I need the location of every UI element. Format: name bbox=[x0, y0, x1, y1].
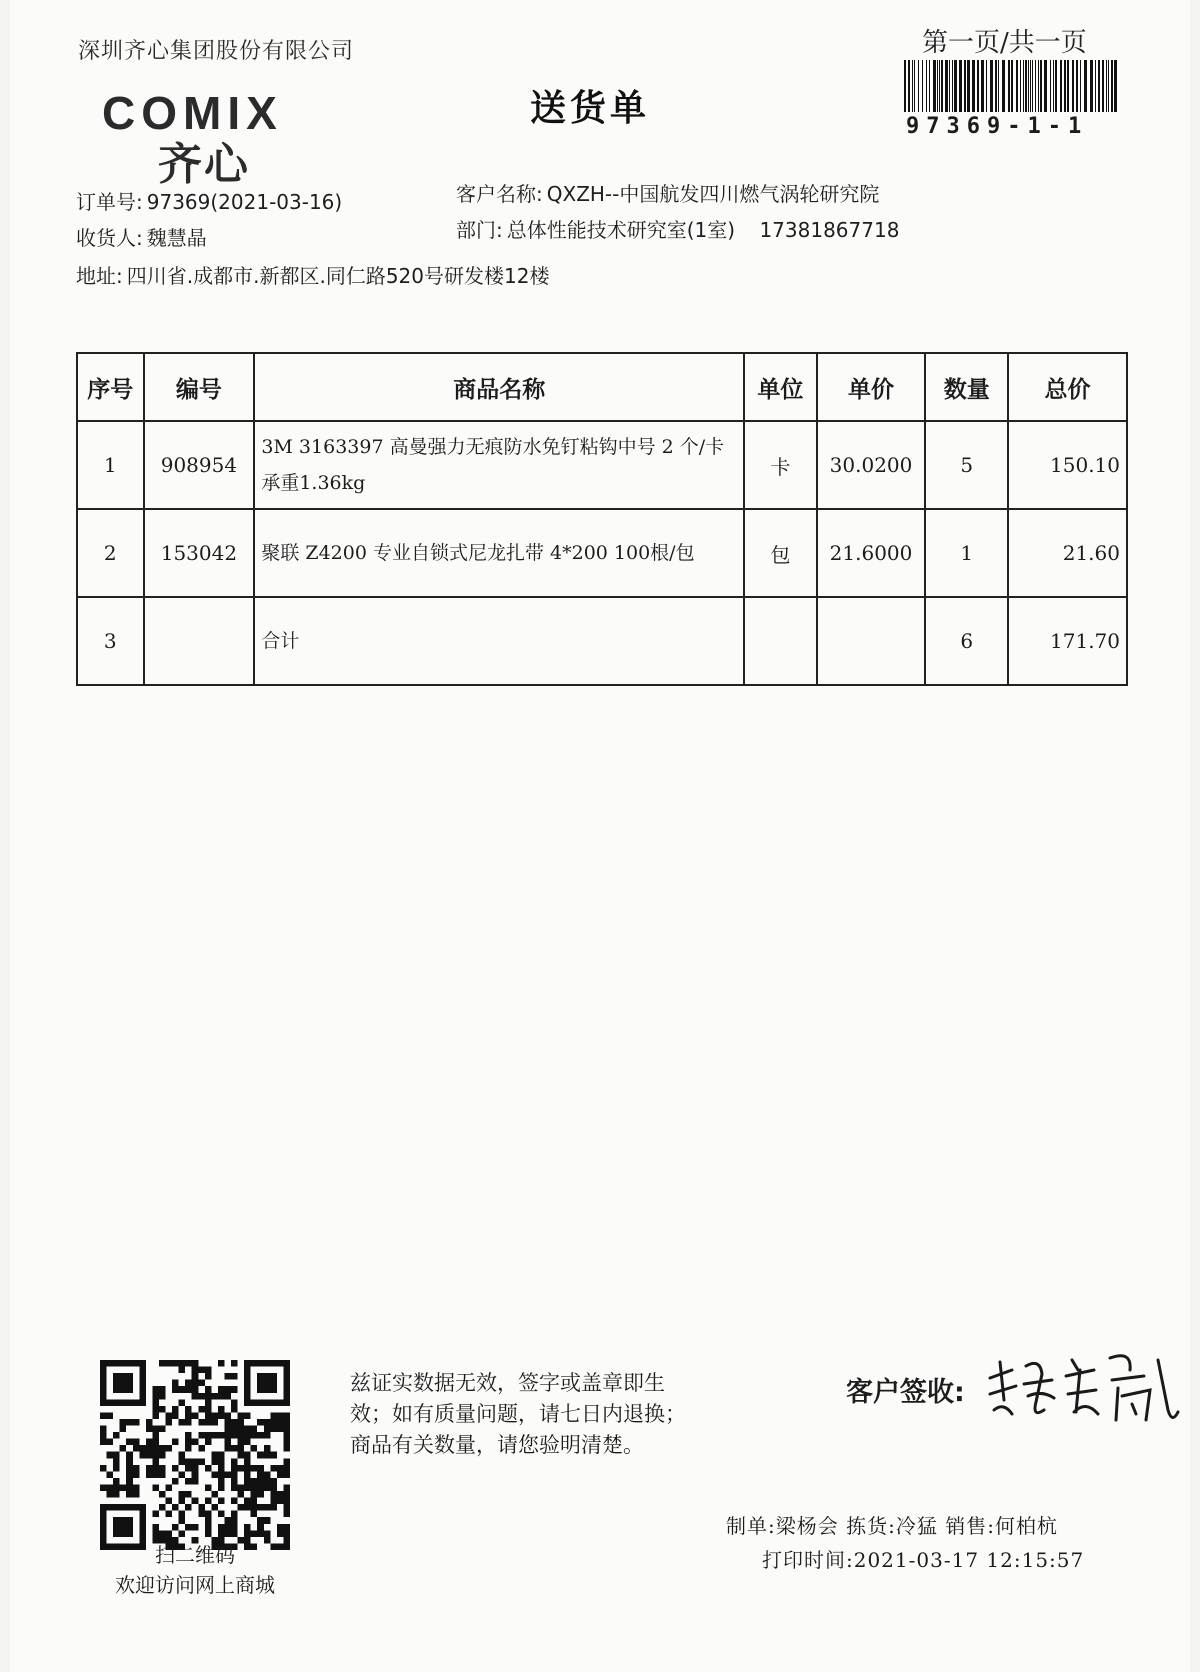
cell-total: 150.10 bbox=[1008, 421, 1127, 509]
col-header-total: 总价 bbox=[1008, 353, 1127, 421]
col-header-code: 编号 bbox=[144, 353, 255, 421]
order-label: 订单号: bbox=[76, 190, 143, 214]
qr-code-icon bbox=[100, 1360, 290, 1550]
cell-qty: 6 bbox=[925, 597, 1008, 685]
delivery-note-page bbox=[10, 0, 1190, 1672]
customer-sign-label: 客户签收: bbox=[846, 1377, 965, 1408]
cell-price: 30.0200 bbox=[817, 421, 926, 509]
customer-name bbox=[456, 178, 879, 207]
items-table bbox=[76, 352, 1128, 686]
notice-text bbox=[350, 1368, 760, 1461]
cell-name: 聚联 Z4200 专业自锁式尼龙扎带 4*200 100根/包 bbox=[254, 509, 744, 597]
cell-price bbox=[817, 597, 926, 685]
receiver-value: 魏慧晶 bbox=[146, 226, 207, 250]
cell-code: 908954 bbox=[144, 421, 255, 509]
phone-number: 17381867718 bbox=[759, 218, 900, 242]
page-indicator: 第一页/共一页 bbox=[922, 28, 1087, 58]
col-header-unit: 单位 bbox=[744, 353, 817, 421]
cell-unit: 包 bbox=[744, 509, 817, 597]
company-name: 深圳齐心集团股份有限公司 bbox=[78, 39, 355, 64]
barcode-number: 97369-1-1 bbox=[906, 114, 1089, 139]
document-title: 送货单 bbox=[530, 88, 651, 129]
address-value: 四川省.成都市.新都区.同仁路520号研发楼12楼 bbox=[126, 264, 550, 288]
notice-line: 商品有关数量，请您验明清楚。 bbox=[350, 1433, 644, 1457]
cell-unit: 卡 bbox=[744, 421, 817, 509]
dept-value: 总体性能技术研究室(1室) bbox=[506, 218, 736, 242]
customer-value: QXZH--中国航发四川燃气涡轮研究院 bbox=[546, 182, 880, 206]
staff-info: 制单:梁杨会 拣货:冷猛 销售:何柏杭 bbox=[726, 1514, 1058, 1538]
cell-code bbox=[144, 597, 255, 685]
notice-line: 效；如有质量问题，请七日内退换； bbox=[350, 1402, 686, 1426]
customer-label: 客户名称: bbox=[456, 182, 543, 206]
cell-code: 153042 bbox=[144, 509, 255, 597]
barcode-icon bbox=[904, 60, 1120, 112]
col-header-price: 单价 bbox=[817, 353, 926, 421]
department bbox=[456, 214, 899, 243]
address bbox=[76, 260, 549, 289]
col-header-seq: 序号 bbox=[77, 353, 144, 421]
table-row-total bbox=[77, 597, 1127, 685]
col-header-name: 商品名称 bbox=[254, 353, 744, 421]
print-time: 打印时间:2021-03-17 12:15:57 bbox=[762, 1548, 1085, 1572]
receiver bbox=[76, 222, 207, 251]
cell-seq: 1 bbox=[77, 421, 144, 509]
comix-logo: COMIX bbox=[102, 87, 283, 139]
cell-name: 合计 bbox=[254, 597, 744, 685]
table-row bbox=[77, 421, 1127, 509]
receiver-label: 收货人: bbox=[76, 226, 143, 250]
cell-price: 21.6000 bbox=[817, 509, 926, 597]
cell-name: 3M 3163397 高曼强力无痕防水免钉粘钩中号 2 个/卡 承重1.36kg bbox=[254, 421, 744, 509]
order-value: 97369(2021-03-16) bbox=[146, 190, 343, 214]
cell-seq: 3 bbox=[77, 597, 144, 685]
table-row bbox=[77, 509, 1127, 597]
cell-seq: 2 bbox=[77, 509, 144, 597]
cell-unit bbox=[744, 597, 817, 685]
cell-qty: 5 bbox=[925, 421, 1008, 509]
dept-label: 部门: bbox=[456, 218, 503, 242]
notice-line: 兹证实数据无效，签字或盖章即生 bbox=[350, 1371, 665, 1395]
qr-caption-welcome: 欢迎访问网上商城 bbox=[115, 1573, 275, 1597]
col-header-qty: 数量 bbox=[925, 353, 1008, 421]
table-header-row bbox=[77, 353, 1127, 421]
order-number bbox=[76, 186, 342, 215]
cell-total: 171.70 bbox=[1008, 597, 1127, 685]
cell-qty: 1 bbox=[925, 509, 1008, 597]
cell-total: 21.60 bbox=[1008, 509, 1127, 597]
qr-caption bbox=[100, 1540, 290, 1600]
handwritten-signature bbox=[982, 1340, 1182, 1430]
qr-caption-scan: 扫二维码 bbox=[155, 1543, 235, 1567]
address-label: 地址: bbox=[76, 264, 123, 288]
comix-logo-cn: 齐心 bbox=[158, 139, 250, 190]
